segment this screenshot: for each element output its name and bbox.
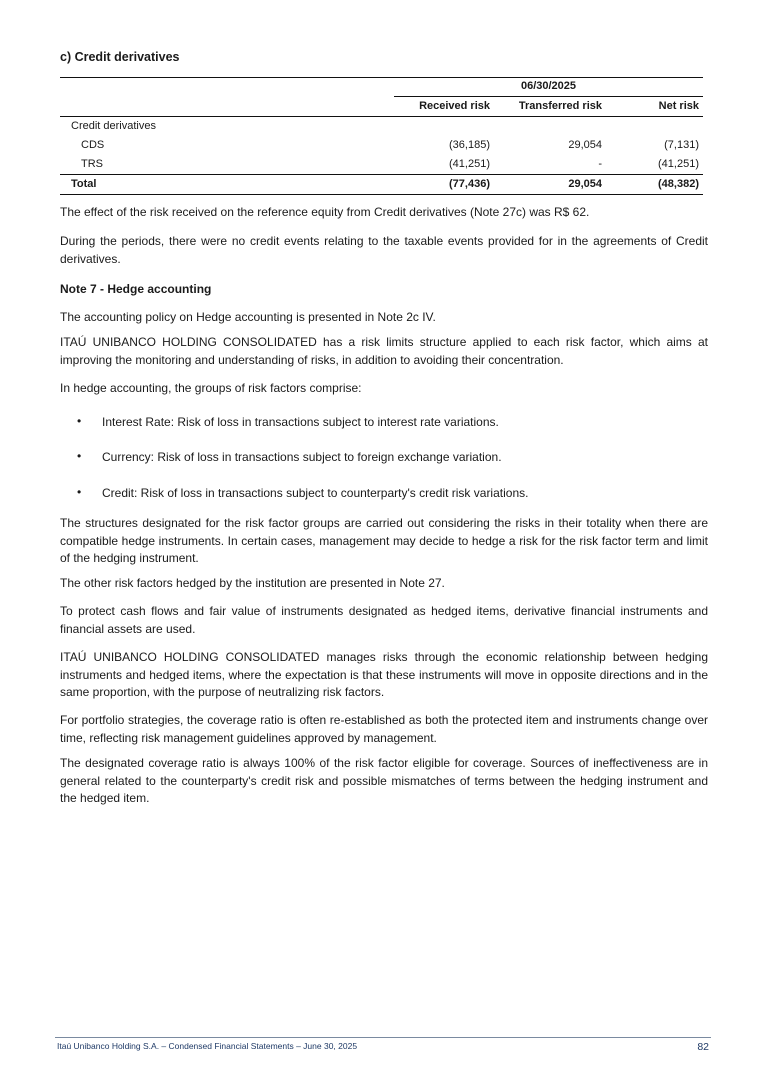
row-transferred: - [598,158,602,170]
page-number: 82 [697,1041,709,1053]
row-received: (41,251) [449,158,490,170]
total-received: (77,436) [449,178,490,190]
row-received: (36,185) [449,139,490,151]
paragraph-risk-effect: The effect of the risk received on the reference equity from Credit derivatives (Note 27c) was R$ 62. [60,205,590,219]
table-header-row [60,97,703,116]
table-total-row [60,175,703,194]
bullet-interest-rate: Interest Rate: Risk of loss in transactions subject to interest rate variations. [102,415,499,429]
row-net: (7,131) [664,139,699,151]
bullet-glyph: • [77,485,82,499]
row-label: TRS [81,158,103,170]
col-transferred-risk: Transferred risk [518,100,602,112]
footer-caption: Itaú Unibanco Holding S.A. – Condensed Financial Statements – June 30, 2025 [57,1041,358,1051]
table-period-row [60,78,703,97]
row-net: (41,251) [658,158,699,170]
row-label: CDS [81,139,105,151]
period-header: 06/30/2025 [520,80,577,92]
paragraph-portfolio-strategies: For portfolio strategies, the coverage ratio is often re-established as both the protected item and instruments change over time, reflecting risk management guidelines approved by management. [60,713,708,745]
paragraph-economic-relationship: ITAÚ UNIBANCO HOLDING CONSOLIDATED manages risks through the economic relationship between hedging instruments and hedged items, where the expectation is that these instruments will move in opposite directions and in the same proportion, with the purpose of neutralizing risk factors. [60,650,708,699]
row-transferred: 29,054 [568,139,602,151]
total-transferred: 29,054 [568,178,602,190]
table-row [60,136,703,155]
group-label: Credit derivatives [71,120,156,132]
table-bottom-rule [60,194,703,195]
note-title: Note 7 - Hedge accounting [60,282,212,296]
credit-derivatives-table [60,77,703,195]
bullet-credit: Credit: Risk of loss in transactions subject to counterparty's credit risk variations. [102,486,529,500]
paragraph-structures: The structures designated for the risk factor groups are carried out considering the risks in their totality when there are compatible hedge instruments. In certain cases, management may decide to hedge a risk for the risk factor term and limit of the hedging instrument. [60,516,708,565]
table-row [60,155,703,174]
table-group-row [60,117,703,136]
paragraph-risk-groups: In hedge accounting, the groups of risk factors comprise: [60,381,362,395]
bullet-glyph: • [77,449,82,463]
col-received-risk: Received risk [419,100,490,112]
total-label: Total [71,178,97,190]
paragraph-credit-events: During the periods, there were no credit events relating to the taxable events provided for in the agreements of Credit derivatives. [60,234,708,266]
paragraph-accounting-policy: The accounting policy on Hedge accounting is presented in Note 2c IV. [60,310,436,324]
paragraph-other-risks: The other risk factors hedged by the institution are presented in Note 27. [60,576,445,590]
bullet-currency: Currency: Risk of loss in transactions subject to foreign exchange variation. [102,450,502,464]
bullet-glyph: • [77,414,82,428]
footer-divider [55,1037,711,1038]
col-net-risk: Net risk [658,100,699,112]
total-net: (48,382) [658,178,699,190]
section-title: c) Credit derivatives [60,50,180,64]
paragraph-cash-flows: To protect cash flows and fair value of instruments designated as hedged items, derivative financial instruments and financial assets are used. [60,604,708,636]
paragraph-risk-limits: ITAÚ UNIBANCO HOLDING CONSOLIDATED has a risk limits structure applied to each risk factor, which aims at improving the monitoring and understanding of risks, in addition to avoiding their concentration. [60,335,708,367]
paragraph-coverage-ratio: The designated coverage ratio is always 100% of the risk factor eligible for coverage. Sources of ineffectiveness are in general related to the counterparty's credit risk and possible mismatches of terms between the hedging instrument and the hedged item. [60,756,708,805]
